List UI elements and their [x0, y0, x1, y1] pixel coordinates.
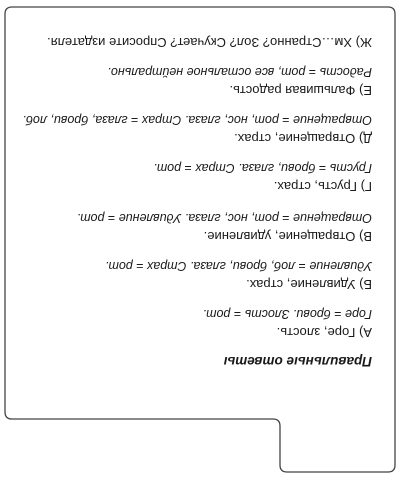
answer-c-explanation: Отвращение = рот, нос, глаза. Удивление = рот.	[76, 211, 372, 225]
answer-f-explanation: Радость = рот, все остальное нейтрально.	[107, 65, 372, 79]
answer-b-label: Б) Удивление, страх.	[246, 277, 372, 292]
answer-a-explanation: Горе = брови. Злость = рот.	[202, 307, 372, 321]
answer-f-label: Е) Фальшивая радость.	[229, 83, 372, 98]
answer-b-explanation: Удивление = лоб, брови, глаза. Страх = рот.	[105, 259, 372, 273]
answer-e-explanation: Отвращение = рот, нос, глаза. Страх = глаза, брови, лоб.	[22, 113, 372, 127]
answer-g-label: Ж) Хм…Странно? Зол? Скучает? Спросите издателя.	[47, 35, 372, 50]
answer-d-explanation: Грусть = брови, глаза. Страх = рот.	[153, 161, 372, 175]
answers-title: Правильные ответы	[223, 354, 372, 369]
answer-a-label: А) Горе, злость.	[276, 325, 372, 340]
answer-c-label: В) Отвращение, удивление.	[203, 229, 372, 244]
answer-d-label: Г) Грусть, страх.	[273, 179, 372, 194]
answer-e-label: Д) Отвращение, страх.	[234, 131, 372, 146]
